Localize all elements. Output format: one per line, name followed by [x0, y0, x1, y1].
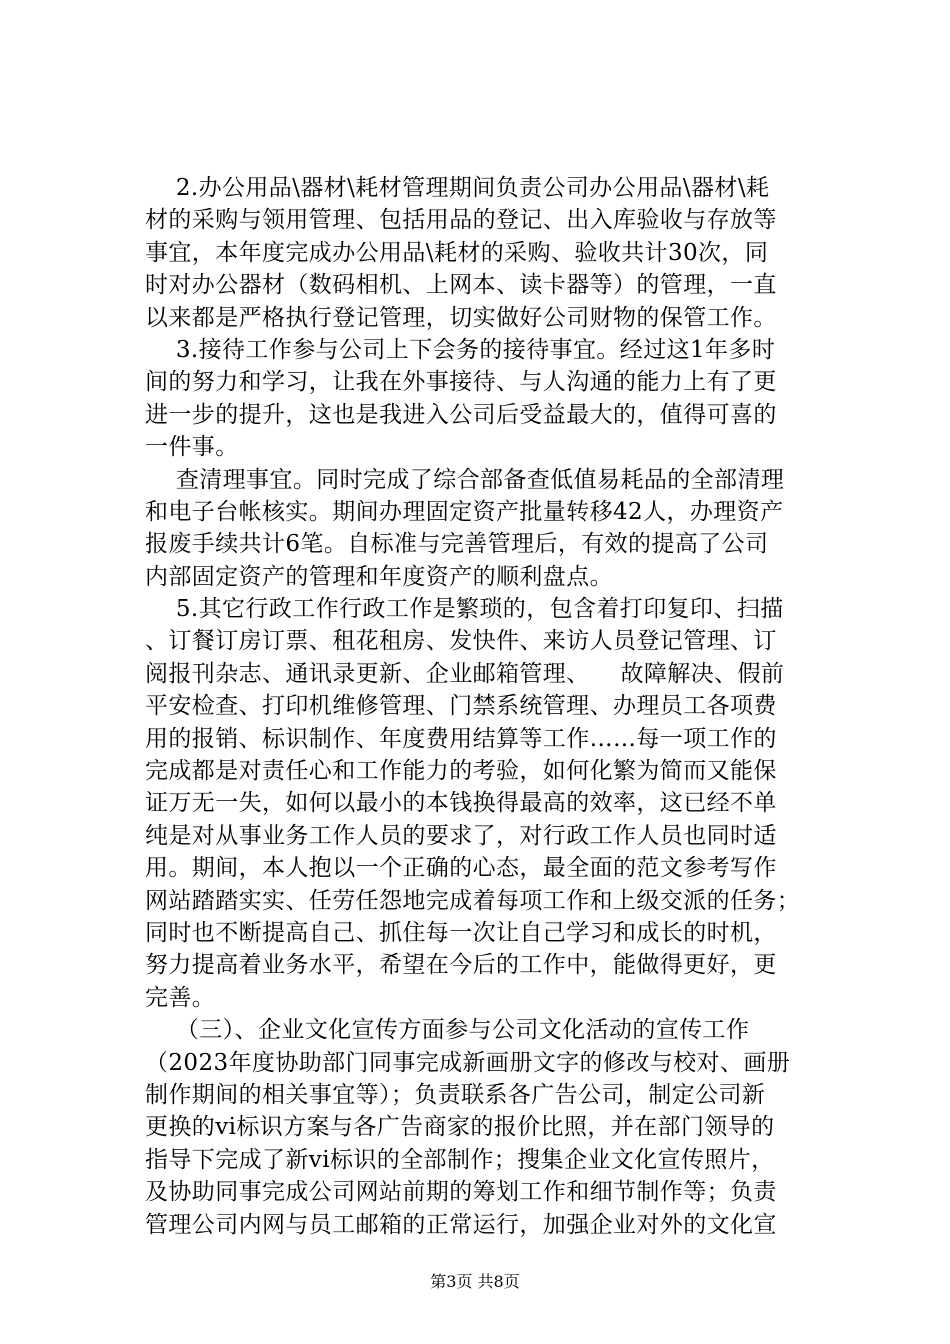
text-line: 管理公司内网与员工邮箱的正常运行，加强企业对外的文化宣 [145, 1211, 777, 1238]
text-line: 3.接待工作参与公司上下会务的接待事宜。经过这1年多时 [145, 336, 776, 363]
text-line: 用。期间，本人抱以一个正确的心态，最全面的范文参考写作 [145, 855, 777, 882]
text-line: 纯是对从事业务工作人员的要求了，对行政工作人员也同时适 [145, 822, 777, 849]
text-line: 用的报销、标识制作、年度费用结算等工作……每一项工作的 [145, 725, 777, 752]
text-line: 一件事。 [145, 434, 239, 461]
text-line: 事宜，本年度完成办公用品\耗材的采购、验收共计30次，同 [145, 239, 769, 266]
text-line: 2.办公用品\器材\耗材管理期间负责公司办公用品\器材\耗 [145, 175, 770, 201]
text-line: 以来都是严格执行登记管理，切实做好公司财物的保管工作。 [145, 304, 777, 331]
text-line: 指导下完成了新vi标识的全部制作；搜集企业文化宣传照片， [145, 1146, 775, 1173]
text-line: 制作期间的相关事宜等）；负责联系各广告公司，制定公司新 [145, 1081, 766, 1108]
text-line: 努力提高着业务水平，希望在今后的工作中，能做得更好，更 [145, 952, 777, 979]
text-line: 证万无一失，如何以最小的本钱换得最高的效率，这已经不单 [145, 790, 777, 817]
text-line: 查清理事宜。同时完成了综合部备查低值易耗品的全部清理 [145, 466, 785, 493]
text-line: 同时也不断提高自己、抓住每一次让自己学习和成长的时机， [145, 919, 777, 946]
text-line: 和电子台帐核实。期间办理固定资产批量转移42人，办理资产 [145, 498, 784, 525]
text-line: 报废手续共计6笔。自标准与完善管理后，有效的提高了公司 [145, 531, 769, 558]
text-line: 更换的vi标识方案与各广告商家的报价比照，并在部门领导的 [145, 1114, 775, 1141]
text-line: 材的采购与领用管理、包括用品的登记、出入库验收与存放等 [145, 207, 777, 234]
page-footer [0, 1272, 950, 1292]
text-line: 、订餐订房订票、租花租房、发快件、来访人员登记管理、订 [145, 628, 777, 655]
text-line: 5.其它行政工作行政工作是繁琐的，包含着打印复印、扫描 [145, 596, 784, 623]
text-line: 间的努力和学习，让我在外事接待、与人沟通的能力上有了更 [145, 369, 777, 396]
text-line: 进一步的提升，这也是我进入公司后受益最大的，值得可喜的 [145, 401, 777, 428]
text-line: （三）、企业文化宣传方面参与公司文化活动的宣传工作 [145, 1017, 750, 1044]
text-line: 时对办公器材（数码相机、上网本、读卡器等）的管理，一直 [145, 272, 777, 299]
page-number: 第3页 共8页 [430, 1272, 520, 1291]
text-line: 及协助同事完成公司网站前期的筹划工作和细节制作等；负责 [145, 1179, 777, 1206]
text-line: 完成都是对责任心和工作能力的考验，如何化繁为简而又能保 [145, 758, 777, 785]
text-line: 网站踏踏实实、任劳任怨地完成着每项工作和上级交派的任务； [145, 887, 801, 914]
text-line: 平安检查、打印机维修管理、门禁系统管理、办理员工各项费 [145, 693, 777, 720]
text-line: 阅报刊杂志、通讯录更新、企业邮箱管理、 故障解决、假前 [145, 660, 785, 687]
body-text [145, 172, 845, 1241]
text-line: 完善。 [145, 984, 216, 1011]
text-line: （2023年度协助部门同事完成新画册文字的修改与校对、画册 [145, 1049, 791, 1076]
text-line: 内部固定资产的管理和年度资产的顺利盘点。 [145, 563, 613, 590]
